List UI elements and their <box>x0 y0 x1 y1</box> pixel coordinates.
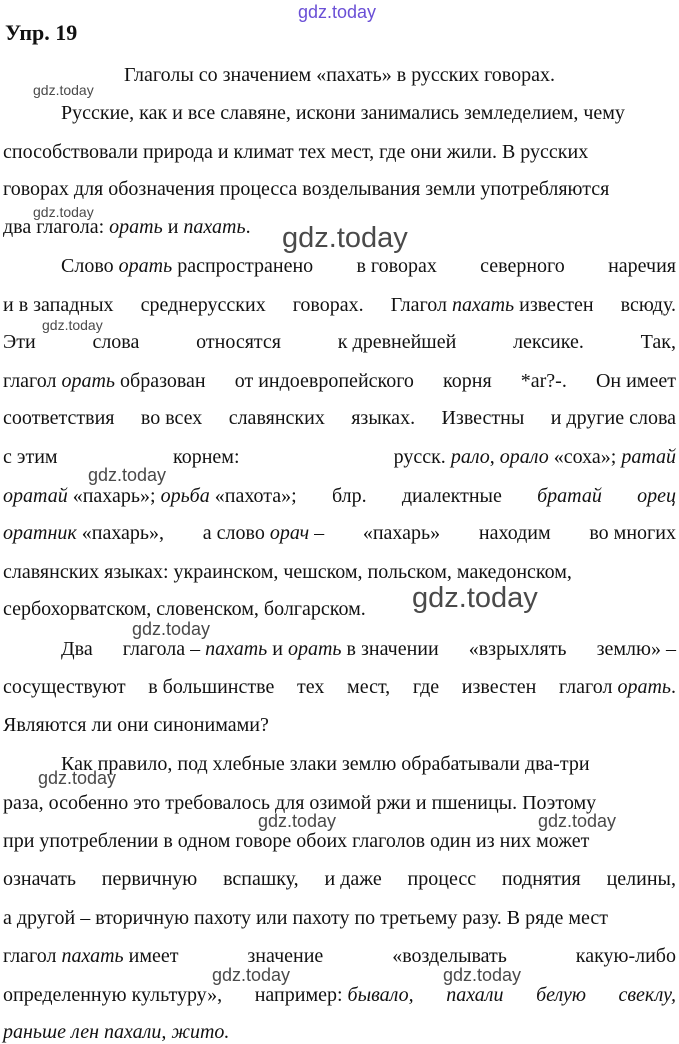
watermark: gdz.today <box>33 204 94 220</box>
paragraph-line: соответствия во всех славянских языках. Известны и другие слова <box>3 407 676 429</box>
paragraph-line: славянских языках: украинском, чешском, польском, македонском, <box>3 561 572 583</box>
paragraph-line: глагол пахать имеет значение «возделывать какую-либо <box>3 945 676 967</box>
watermark: gdz.today <box>538 811 617 831</box>
paragraph-line: при употреблении в одном говоре обоих глаголов один из них может <box>3 830 590 852</box>
paragraph-line: два глагола: орать и пахать. <box>3 216 251 238</box>
paragraph-line: Как правило, под хлебные злаки землю обрабатывали два-три <box>61 753 590 775</box>
paragraph-line: и в западных среднерусских говорах. Глагол пахать известен всюду. <box>3 294 676 316</box>
paragraph-line: сербохорватском, словенском, болгарском. <box>3 598 366 620</box>
paragraph-line: способствовали природа и климат тех мест, где они жили. В русских <box>3 141 589 163</box>
exercise-title: Упр. 19 <box>5 20 78 45</box>
paragraph-line: сосуществуют в большинстве тех мест, где известен глагол орать. <box>3 676 676 698</box>
watermark: gdz.today <box>132 619 211 639</box>
watermark: gdz.today <box>258 811 337 831</box>
paragraph-line: раньше лен пахали, жито. <box>3 1021 230 1043</box>
watermark: gdz.today <box>33 82 94 98</box>
paragraph-line: говорах для обозначения процесса возделывания земли употребляются <box>3 178 610 200</box>
watermark: gdz.today <box>298 2 377 22</box>
paragraph-line: Являются ли они синонимами? <box>3 714 269 736</box>
paragraph-line: Русские, как и все славяне, искони занимались земледелием, чему <box>61 102 625 124</box>
paragraph-line: оратник «пахарь», а слово орач – «пахарь» находим во многих <box>3 522 676 544</box>
paragraph-line: означать первичную вспашку, и даже процесс поднятия целины, <box>3 868 676 890</box>
watermark: gdz.today <box>212 965 291 985</box>
paragraph-line: оратай «пахарь»; орьба «пахота»; блр. диалектные братай орец <box>3 485 676 507</box>
paragraph-line: Эти слова относятся к древнейшей лексике. Так, <box>3 331 676 353</box>
paragraph-line: Слово орать распространено в говорах северного наречия <box>61 255 676 277</box>
watermark: gdz.today <box>443 965 522 985</box>
paragraph-line: а другой – вторичную пахоту или пахоту по третьему разу. В ряде мест <box>3 907 609 929</box>
section-heading: Глаголы со значением «пахать» в русских говорах. <box>124 64 555 86</box>
watermark: gdz.today <box>42 317 103 333</box>
paragraph-line: глагол орать образован от индоевропейского корня *ar?-. Он имеет <box>3 370 676 392</box>
watermark: gdz.today <box>282 222 408 254</box>
paragraph-line: Два глагола – пахать и орать в значении «взрыхлять землю» – <box>61 638 676 660</box>
watermark: gdz.today <box>38 768 117 788</box>
watermark: gdz.today <box>412 582 538 614</box>
paragraph-line: раза, особенно это требовалось для озимой ржи и пшеницы. Поэтому <box>3 792 597 814</box>
paragraph-line: определенную культуру», например: бывало, пахали белую свеклу, <box>3 984 676 1006</box>
watermark: gdz.today <box>88 465 167 485</box>
